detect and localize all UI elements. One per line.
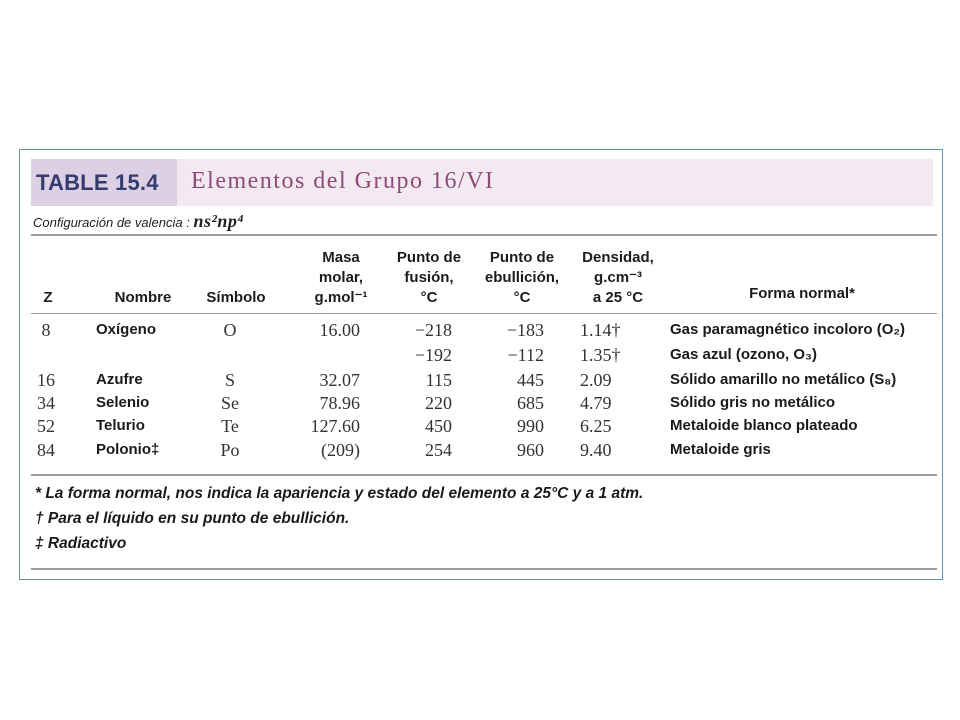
- cell-z: 16: [37, 370, 55, 390]
- cell-ebullicion: −112: [507, 345, 544, 365]
- cell-masa: 78.96: [319, 393, 360, 413]
- footnote-dagger: † Para el líquido en su punto de ebullición.: [35, 510, 350, 527]
- cell-ebullicion: 990: [517, 416, 544, 436]
- header-forma-normal: Forma normal*: [749, 285, 855, 302]
- table-title: Elementos del Grupo 16/VI: [191, 168, 495, 194]
- footnote-forma-normal: * La forma normal, nos indica la apariencia y estado del elemento a 25°C y a 1 atm.: [35, 485, 644, 502]
- cell-z: 52: [37, 416, 55, 436]
- cell-forma: Sólido gris no metálico: [670, 394, 836, 411]
- cell-simbolo: Te: [221, 416, 239, 436]
- cell-densidad: 2.09: [580, 370, 612, 390]
- header-fusion: Punto de fusión, °C: [396, 249, 462, 306]
- cell-forma: Gas azul (ozono, O₃): [670, 346, 817, 363]
- cell-z: 8: [41, 320, 51, 340]
- cell-nombre: Oxígeno: [96, 321, 157, 338]
- header-top-rule: [31, 234, 937, 236]
- cell-fusion: 220: [425, 393, 452, 413]
- header-nombre: Nombre: [114, 289, 172, 306]
- header-simbolo: Símbolo: [206, 289, 266, 306]
- cell-simbolo: Se: [221, 393, 239, 413]
- cell-ebullicion: 960: [517, 440, 544, 460]
- cell-fusion: −192: [414, 345, 452, 365]
- cell-densidad: 6.25: [580, 416, 612, 436]
- header-densidad: Densidad, g.cm⁻³ a 25 °C: [582, 249, 654, 306]
- cell-fusion: 450: [425, 416, 452, 436]
- cell-ebullicion: −183: [506, 320, 544, 340]
- cell-z: 84: [37, 440, 55, 460]
- cell-masa: 32.07: [319, 370, 360, 390]
- cell-ebullicion: 685: [517, 393, 544, 413]
- cell-fusion: −218: [414, 320, 452, 340]
- footnote-double-dagger: ‡ Radiactivo: [35, 535, 127, 552]
- header-ebullicion: Punto de ebullición, °C: [484, 249, 560, 306]
- cell-masa: (209): [321, 440, 360, 460]
- cell-forma: Gas paramagnético incoloro (O₂): [670, 321, 906, 338]
- valence-formula: ns²np⁴: [193, 211, 245, 231]
- cell-simbolo: S: [224, 370, 235, 390]
- cell-forma: Metaloide gris: [670, 441, 771, 458]
- cell-nombre: Azufre: [96, 371, 143, 388]
- table-bottom-rule: [31, 474, 937, 476]
- cell-z: 34: [37, 393, 55, 413]
- footer-rule: [31, 568, 937, 570]
- cell-densidad: 1.35†: [580, 345, 621, 365]
- cell-simbolo: Po: [220, 440, 240, 460]
- cell-fusion: 254: [425, 440, 452, 460]
- cell-nombre: Selenio: [96, 394, 150, 411]
- cell-densidad: 4.79: [580, 393, 612, 413]
- valence-label: Configuración de valencia :: [33, 215, 190, 230]
- cell-forma: Sólido amarillo no metálico (S₈): [670, 371, 897, 388]
- table-label-tab: [31, 159, 177, 206]
- header-z: Z: [43, 289, 53, 306]
- header-bottom-rule: [31, 313, 937, 314]
- cell-nombre: Polonio‡: [96, 441, 160, 458]
- header-masa: Masa molar, g.mol⁻¹: [314, 249, 368, 306]
- title-band: [31, 159, 933, 206]
- cell-simbolo: O: [223, 320, 237, 340]
- cell-masa: 16.00: [319, 320, 360, 340]
- cell-densidad: 9.40: [580, 440, 612, 460]
- cell-densidad: 1.14†: [580, 320, 621, 340]
- table-frame: [19, 149, 943, 580]
- cell-forma: Metaloide blanco plateado: [670, 417, 858, 434]
- cell-ebullicion: 445: [517, 370, 544, 390]
- table-label: TABLE 15.4: [36, 170, 159, 195]
- cell-nombre: Telurio: [96, 417, 145, 434]
- valence-configuration: [33, 211, 244, 232]
- cell-fusion: 115: [425, 370, 452, 390]
- cell-masa: 127.60: [310, 416, 360, 436]
